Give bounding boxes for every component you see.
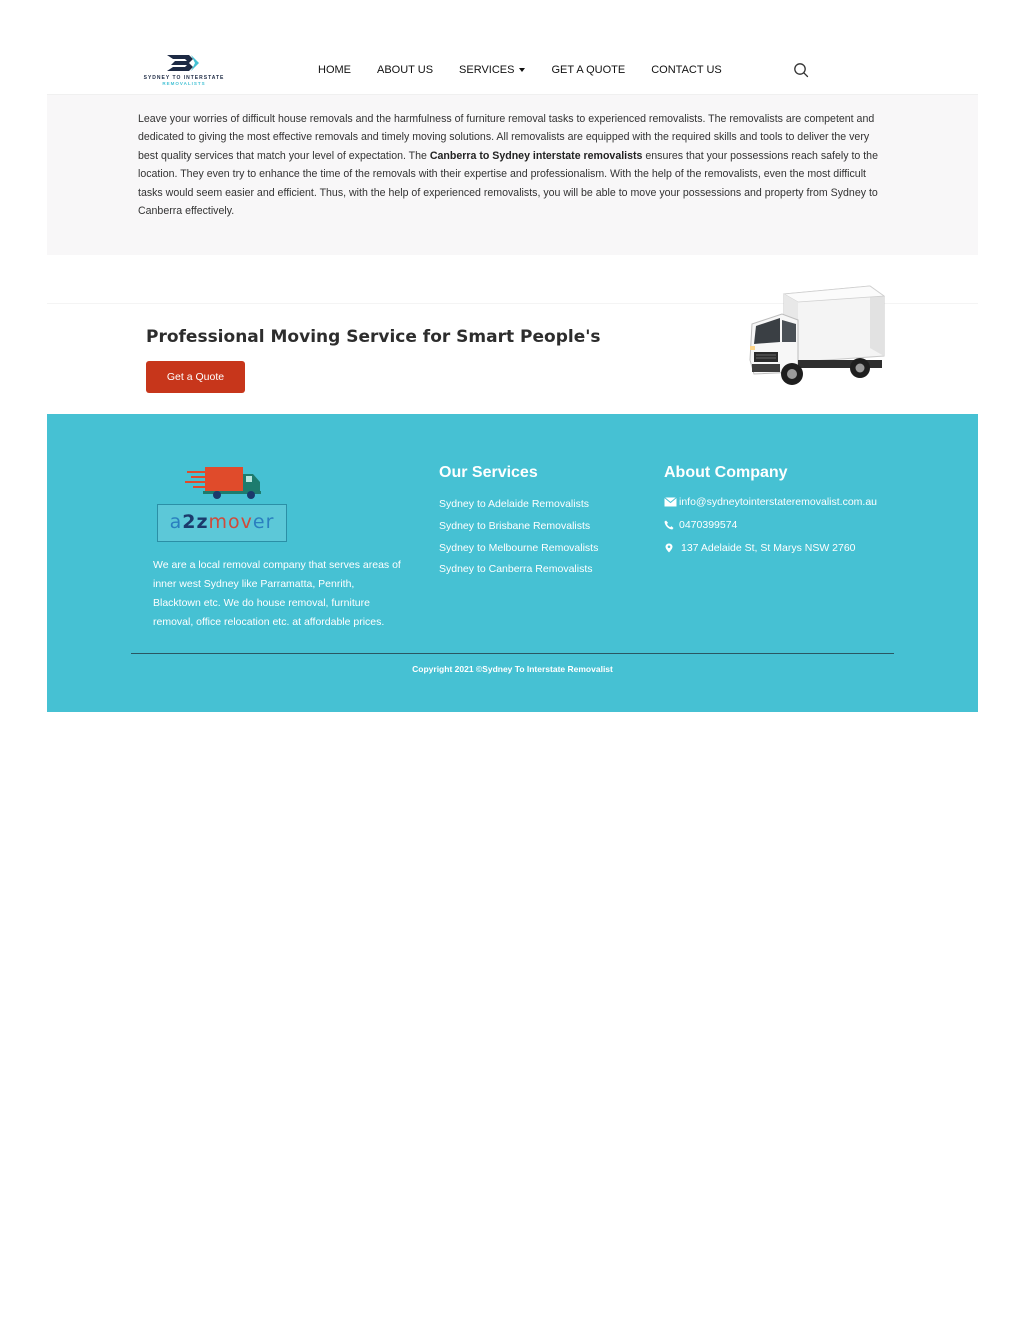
phone-text: 0470399574 [679,519,738,531]
phone-row[interactable] [664,519,737,531]
moving-truck-icon [157,464,289,502]
copyright-text: Copyright 2021 ©Sydney To Interstate Removalist [412,664,613,674]
service-link-adelaide[interactable]: Sydney to Adelaide Removalists [439,498,589,510]
get-a-quote-button[interactable]: Get a Quote [146,361,245,393]
intro-highlight-link[interactable]: Canberra to Sydney interstate removalists [429,149,643,162]
nav-home[interactable]: HOME [318,64,351,76]
address-text: 137 Adelaide St, St Marys NSW 2760 [681,542,856,554]
footer-logo[interactable] [157,464,289,544]
nav-contact-us[interactable]: CONTACT US [651,64,722,76]
services-heading: Our Services [439,464,538,481]
email-row[interactable] [664,496,877,508]
nav-services[interactable] [446,64,538,76]
intro-section [47,95,978,255]
footer-divider [131,653,894,654]
site-footer [47,414,978,712]
email-text: info@sydneytointerstateremovalist.com.au [679,496,877,508]
address-row [664,542,856,554]
logo-subtext: REMOVALISTS [162,81,206,86]
location-pin-icon [664,543,674,553]
phone-icon [664,520,674,530]
intro-paragraph: Leave your worries of difficult house removals and the harmfulness of furniture removal tasks to experienced removalists. The removalists are competent and dedicated to giving the most effective removals and timely moving solutions. All removalists are equipped with the required skills and tools to deliver the very best quality services that match your level of expectation. The Canberra to Sydney interstate removalists ensures that your possessions reach safely to the location. They even try to enhance the time of the removals with their expertise and professionalism. With the help of the removalists, even the most difficult tasks would seem easier and efficient. Thus, with the help of experienced removalists, you will be able to move your possessions and property from Sydney to Canberra effectively. [138,113,878,218]
footer-logo-text: a2zmover [169,511,275,533]
nav-about-us[interactable]: ABOUT US [377,64,434,76]
envelope-icon [664,497,677,507]
nav-get-a-quote[interactable]: GET A QUOTE [551,64,626,76]
caret-down-icon [519,68,525,72]
search-icon[interactable] [792,61,810,79]
cta-title: Professional Moving Service for Smart People's [146,327,601,347]
nav-services-label: SERVICES [459,64,515,76]
truck-image [748,280,888,397]
logo-mark-icon [163,53,205,73]
footer-description: We are a local removal company that serves areas of inner west Sydney like Parramatta, Penrith, Blacktown etc. We do house removal, furniture removal, office relocation etc. at affordable prices. [153,559,401,628]
service-link-melbourne[interactable]: Sydney to Melbourne Removalists [439,542,599,554]
service-link-brisbane[interactable]: Sydney to Brisbane Removalists [439,520,591,532]
logo-text: SYDNEY TO INTERSTATE [143,75,225,81]
about-heading: About Company [664,464,788,481]
site-logo[interactable] [141,53,227,87]
service-link-canberra[interactable]: Sydney to Canberra Removalists [439,563,593,575]
site-header [47,45,978,95]
main-nav [305,45,735,95]
